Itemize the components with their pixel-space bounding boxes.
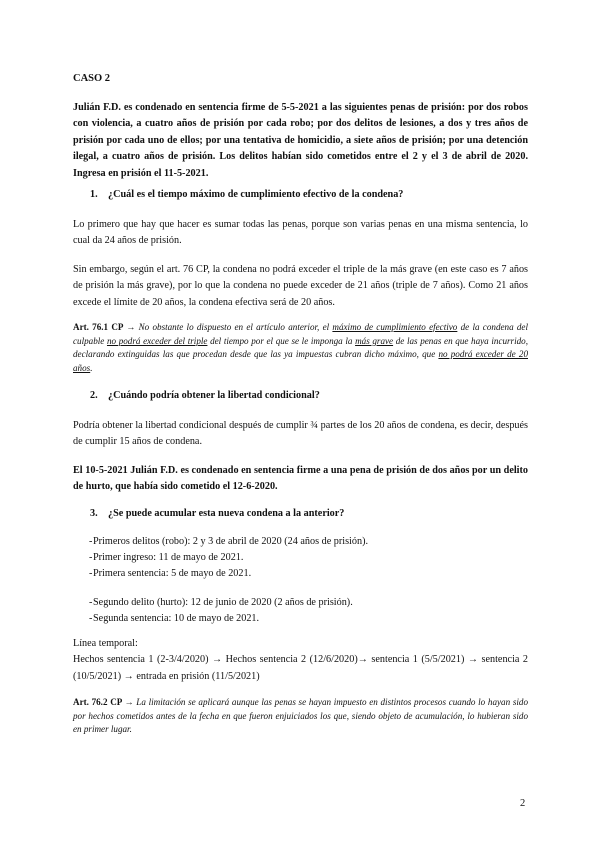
article-76-2-label: Art. 76.2 CP → [73,697,134,707]
question-2-text: ¿Cuándo podría obtener la libertad condicional? [108,390,320,401]
list-item: - Segunda sentencia: 10 de mayo de 2021. [73,611,528,627]
case-update-paragraph: El 10-5-2021 Julián F.D. es condenado en sentencia firme a una pena de prisión de dos años por un delito de hurto, que había sido cometido el 12-6-2020. [73,465,528,493]
timeline-heading: Línea temporal: [73,638,138,649]
question-3-text: ¿Se puede acumular esta nueva condena a la anterior? [108,508,345,519]
article-76-2 [73,696,528,737]
article-76-1-label: Art. 76.1 CP → [73,322,136,332]
first-sentence-list [73,534,528,583]
list-item: - Primer ingreso: 11 de mayo de 2021. [73,550,528,566]
case-title: CASO 2 [73,73,111,84]
second-sentence-list [73,595,528,627]
question-1-text: ¿Cuál es el tiempo máximo de cumplimiento efectivo de la condena? [108,189,404,200]
question-2 [90,390,530,401]
list-item: - Segundo delito (hurto): 12 de junio de 2020 (2 años de prisión). [73,595,528,611]
page-number: 2 [520,798,526,809]
answer-2-paragraph: Podría obtener la libertad condicional después de cumplir ¾ partes de los 20 años de condena, es decir, después de cumplir 15 años de condena. [73,420,528,448]
answer-1-paragraph-1: Lo primero que hay que hacer es sumar todas las penas, porque son varias penas en una misma sentencia, lo cual da 24 años de prisión. [73,219,528,247]
list-item: - Primeros delitos (robo): 2 y 3 de abril de 2020 (24 años de prisión). [73,534,528,550]
question-1-number: 1. [90,189,98,200]
question-1 [90,189,530,200]
timeline-text: Hechos sentencia 1 (2-3/4/2020) → Hechos sentencia 2 (12/6/2020)→ sentencia 1 (5/5/2021) → sentencia 2 (10/5/2021) → entrada en prisión (11/5/2021) [73,654,528,682]
question-3-number: 3. [90,508,98,519]
article-76-1: Art. 76.1 CP → No obstante lo dispuesto en el artículo anterior, el máximo de cumplimiento efectivo de la condena del culpable no podrá exceder del triple del tiempo por el que se le imponga la más grave de las penas en que haya incurrido, declarando extinguidas las que procedan desde que las ya impuestas cubran dicho máximo, que no podrá exceder de 20 años. [73,322,528,373]
question-2-number: 2. [90,390,98,401]
list-item: - Primera sentencia: 5 de mayo de 2021. [73,566,528,582]
question-3 [90,508,530,519]
answer-1-paragraph-2: Sin embargo, según el art. 76 CP, la condena no podrá exceder el triple de la más grave (en este caso es 7 años de prisión la más grave), por lo que la condena no puede exceder de 21 años (triple de 7 años). Como 21 años excede el límite de 20 años, la condena efectiva será de 20 años. [73,264,528,308]
article-76-2-text: La limitación se aplicará aunque las penas se hayan impuesto en distintos procesos cuando lo hayan sido por hechos cometidos antes de la fecha en que fueron enjuiciados los que, siendo objeto de acumulación, lo hubieran sido en primer lugar. [73,697,528,735]
timeline-block [73,636,528,685]
case-intro: Julián F.D. es condenado en sentencia firme de 5-5-2021 a las siguientes penas de prisión: por dos robos con violencia, a cuatro años de prisión por cada robo; por dos delitos de lesiones, a dos y tres años de prisión por cada uno de ellos; por una tentativa de homicidio, a siete años de prisión; por una detención ilegal, a cuatro años de prisión. Los delitos habían sido cometidos entre el 2 y el 3 de abril de 2020. Ingresa en prisión el 11-5-2021. [73,102,528,179]
